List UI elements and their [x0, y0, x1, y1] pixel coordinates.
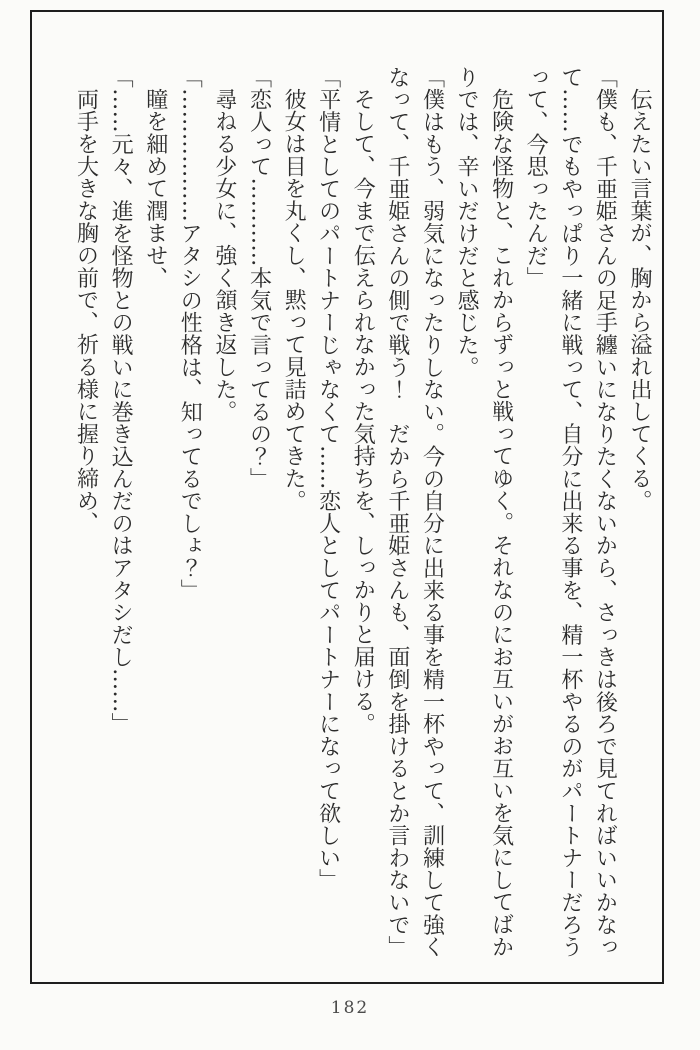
text-line-6: りでは、辛いだけだと感じた。 — [454, 66, 480, 379]
text-line-15: 瞳を細めて潤ませ、 — [142, 88, 168, 289]
text-line-7: 「僕はもう、弱気になったりしない。今の自分に出来る事を精一杯やって、訓練して強く — [419, 66, 445, 958]
text-line-1: 伝えたい言葉が、胸から溢れ出してくる。 — [627, 88, 652, 512]
text-line-4: って、今思ったんだ」 — [523, 66, 549, 289]
text-line-8: なって、千亜姫さんの側で戦う！ だから千亜姫さんも、面倒を掛けるとか言わないで」 — [384, 66, 410, 958]
text-line-2: 「僕も、千亜姫さんの足手纏いになりたくないから、さっきは後ろで見てればいいかなっ — [592, 66, 618, 958]
text-line-5: 危険な怪物と、これからずっと戦ってゆく。それなのにお互いがお互いを気にしてばか — [488, 88, 514, 958]
text-line-10: 「平情としてのパートナーじゃなくて……恋人としてパートナーになって欲しい」 — [315, 66, 341, 892]
text-line-9: そして、今まで伝えられなかった気持ちを、しっかりと届ける。 — [350, 88, 376, 735]
text-line-12: 「恋人って…………本気で言ってるの？」 — [246, 66, 272, 490]
text-line-3: て……でもやっぱり一緒に戦って、自分に出来る事を、精一杯やるのがパートナーだろう — [557, 66, 583, 958]
book-text-block — [68, 66, 656, 976]
text-line-14: 「………………アタシの性格は、知ってるでしょ？」 — [177, 66, 203, 602]
page-number: 182 — [330, 998, 370, 1018]
text-line-17: 両手を大きな胸の前で、祈る様に握り締め、 — [73, 88, 99, 534]
text-line-11: 彼女は目を丸くし、黙って見詰めてきた。 — [281, 88, 307, 512]
text-line-16: 「……元々、進を怪物との戦いに巻き込んだのはアタシだし……」 — [108, 66, 134, 735]
text-line-13: 尋ねる少女に、強く頷き返した。 — [211, 88, 237, 423]
